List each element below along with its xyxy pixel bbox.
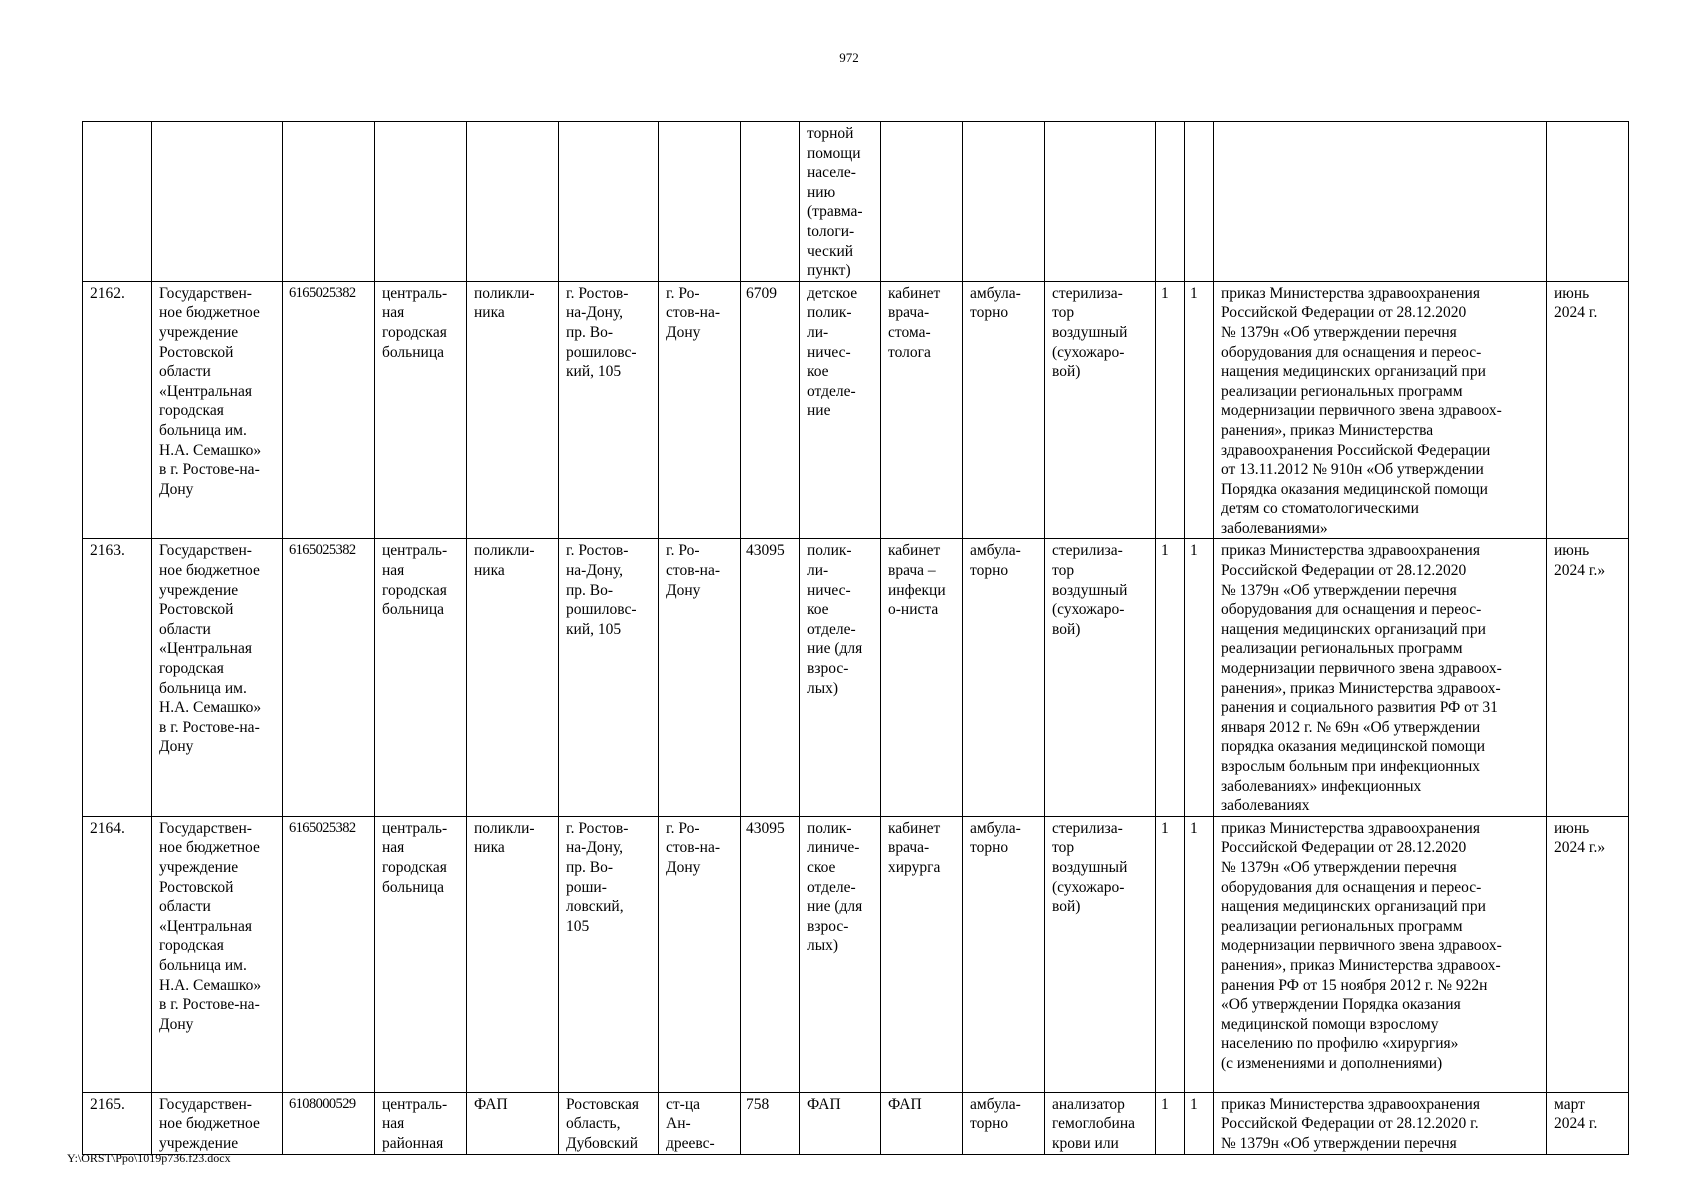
- table-row: [83, 816, 1629, 1092]
- row-number-cell: 2164.: [83, 816, 152, 1092]
- row-number-cell: 2162.: [83, 281, 152, 539]
- organization-cell: [152, 122, 283, 282]
- address-cell: г. Ростов- на-Дону, пр. Во- роши- ловский, 105: [559, 816, 659, 1092]
- institution-type-cell: централь- ная городская больница: [375, 539, 467, 816]
- cabinet-cell: [881, 122, 963, 282]
- care-form-cell: [963, 122, 1045, 282]
- locality-cell: [659, 122, 741, 282]
- population-cell: 758: [741, 1092, 800, 1154]
- deadline-cell: июнь 2024 г.: [1547, 281, 1629, 539]
- document-file-path: Y:\ORST\Ppo\1019p736.f23.docx: [67, 1151, 231, 1165]
- quantity-cell: 1: [1156, 1092, 1185, 1154]
- row-number-cell: 2165.: [83, 1092, 152, 1154]
- legal-basis-cell: приказ Министерства здравоохранения Российской Федерации от 28.12.2020 г. № 1379н «Об утверждении перечня: [1214, 1092, 1547, 1154]
- address-cell: [559, 122, 659, 282]
- locality-cell: ст-ца Ан- дреевс-: [659, 1092, 741, 1154]
- subdivision-cell: поликли- ника: [467, 816, 559, 1092]
- equipment-cell: стерилиза- тор воздушный (сухожаро- вой): [1045, 539, 1156, 816]
- population-cell: 43095: [741, 539, 800, 816]
- row-number-cell: 2163.: [83, 539, 152, 816]
- cabinet-cell: кабинет врача- хирурга: [881, 816, 963, 1092]
- deadline-cell: март 2024 г.: [1547, 1092, 1629, 1154]
- care-form-cell: амбула- торно: [963, 281, 1045, 539]
- cabinet-cell: кабинет врача- стома- толога: [881, 281, 963, 539]
- deadline-cell: [1547, 122, 1629, 282]
- address-cell: г. Ростов- на-Дону, пр. Во- рошиловс- кий, 105: [559, 281, 659, 539]
- subdivision-cell: ФАП: [467, 1092, 559, 1154]
- subdivision-cell: поликли- ника: [467, 539, 559, 816]
- equipment-cell: стерилиза- тор воздушный (сухожаро- вой): [1045, 816, 1156, 1092]
- row-number-cell: [83, 122, 152, 282]
- quantity-cell: [1185, 122, 1214, 282]
- department-cell: полик- ли- ничес- кое отделе- ние (для взрос- лых): [800, 539, 881, 816]
- quantity-cell: [1156, 122, 1185, 282]
- quantity-cell: 1: [1156, 281, 1185, 539]
- subdivision-cell: поликли- ника: [467, 281, 559, 539]
- inn-cell: 6108000529: [283, 1092, 375, 1154]
- care-form-cell: амбула- торно: [963, 1092, 1045, 1154]
- institution-type-cell: централь- ная городская больница: [375, 281, 467, 539]
- inn-cell: 6165025382: [283, 539, 375, 816]
- registry-body: [83, 122, 1629, 1155]
- quantity-cell: 1: [1185, 816, 1214, 1092]
- table-row: [83, 539, 1629, 816]
- equipment-cell: стерилиза- тор воздушный (сухожаро- вой): [1045, 281, 1156, 539]
- institution-type-cell: [375, 122, 467, 282]
- deadline-cell: июнь 2024 г.»: [1547, 816, 1629, 1092]
- population-cell: 43095: [741, 816, 800, 1092]
- page-number: 972: [839, 50, 859, 65]
- organization-cell: Государствен- ное бюджетное учреждение Ростовской области «Центральная городская больница им. Н.А. Семашко» в г. Ростове-на- Дону: [152, 539, 283, 816]
- inn-cell: [283, 122, 375, 282]
- population-cell: [741, 122, 800, 282]
- equipment-cell: [1045, 122, 1156, 282]
- address-cell: г. Ростов- на-Дону, пр. Во- рошиловс- кий, 105: [559, 539, 659, 816]
- quantity-cell: 1: [1156, 539, 1185, 816]
- subdivision-cell: [467, 122, 559, 282]
- equipment-registry-table: [82, 121, 1629, 1155]
- table-row: [83, 281, 1629, 539]
- department-cell: детское полик- ли- ничес- кое отделе- ние: [800, 281, 881, 539]
- organization-cell: Государствен- ное бюджетное учреждение Ростовской области «Центральная городская больница им. Н.А. Семашко» в г. Ростове-на- Дону: [152, 281, 283, 539]
- care-form-cell: амбула- торно: [963, 816, 1045, 1092]
- institution-type-cell: централь- ная городская больница: [375, 816, 467, 1092]
- cabinet-cell: кабинет врача – инфекци о-ниста: [881, 539, 963, 816]
- quantity-cell: 1: [1185, 1092, 1214, 1154]
- quantity-cell: 1: [1185, 281, 1214, 539]
- population-cell: 6709: [741, 281, 800, 539]
- quantity-cell: 1: [1156, 816, 1185, 1092]
- department-cell: ФАП: [800, 1092, 881, 1154]
- cabinet-cell: ФАП: [881, 1092, 963, 1154]
- equipment-cell: анализатор гемоглобина крови или: [1045, 1092, 1156, 1154]
- quantity-cell: 1: [1185, 539, 1214, 816]
- department-cell: полик- линиче- ское отделе- ние (для взрос- лых): [800, 816, 881, 1092]
- institution-type-cell: централь- ная районная: [375, 1092, 467, 1154]
- locality-cell: г. Ро- стов-на- Дону: [659, 539, 741, 816]
- department-cell: торной помощи населе- нию (травма- tологи- ческий пункт): [800, 122, 881, 282]
- organization-cell: Государствен- ное бюджетное учреждение: [152, 1092, 283, 1154]
- legal-basis-cell: [1214, 122, 1547, 282]
- legal-basis-cell: приказ Министерства здравоохранения Российской Федерации от 28.12.2020 № 1379н «Об утверждении перечня оборудования для оснащения и переос- нащения медицинских организаций при реализации региональных программ модернизации первичного звена здравоох- ранения», приказ Министерства здравоохранения Российской Федерации от 13.11.2012 № 910н «Об утверждении Порядка оказания медицинской помощи детям со стоматологическими заболеваниями»: [1214, 281, 1547, 539]
- inn-cell: 6165025382: [283, 281, 375, 539]
- address-cell: Ростовская область, Дубовский: [559, 1092, 659, 1154]
- legal-basis-cell: приказ Министерства здравоохранения Российской Федерации от 28.12.2020 № 1379н «Об утверждении перечня оборудования для оснащения и переос- нащения медицинских организаций при реализации региональных программ модернизации первичного звена здравоох- ранения», приказ Министерства здравоох- ранения и социального развития РФ от 31 января 2012 г. № 69н «Об утверждении порядка оказания медицинской помощи взрослым больным при инфекционных заболеваниях» инфекционных заболеваниях: [1214, 539, 1547, 816]
- locality-cell: г. Ро- стов-на- Дону: [659, 816, 741, 1092]
- organization-cell: Государствен- ное бюджетное учреждение Ростовской области «Центральная городская больница им. Н.А. Семашко» в г. Ростове-на- Дону: [152, 816, 283, 1092]
- table-row: [83, 122, 1629, 282]
- table-row: [83, 1092, 1629, 1154]
- locality-cell: г. Ро- стов-на- Дону: [659, 281, 741, 539]
- deadline-cell: июнь 2024 г.»: [1547, 539, 1629, 816]
- inn-cell: 6165025382: [283, 816, 375, 1092]
- legal-basis-cell: приказ Министерства здравоохранения Российской Федерации от 28.12.2020 № 1379н «Об утверждении перечня оборудования для оснащения и переос- нащения медицинских организаций при реализации региональных программ модернизации первичного звена здравоох- ранения», приказ Министерства здравоох- ранения РФ от 15 ноября 2012 г. № 922н «Об утверждении Порядка оказания медицинской помощи взрослому населению по профилю «хирургия» (с изменениями и дополнениями): [1214, 816, 1547, 1092]
- care-form-cell: амбула- торно: [963, 539, 1045, 816]
